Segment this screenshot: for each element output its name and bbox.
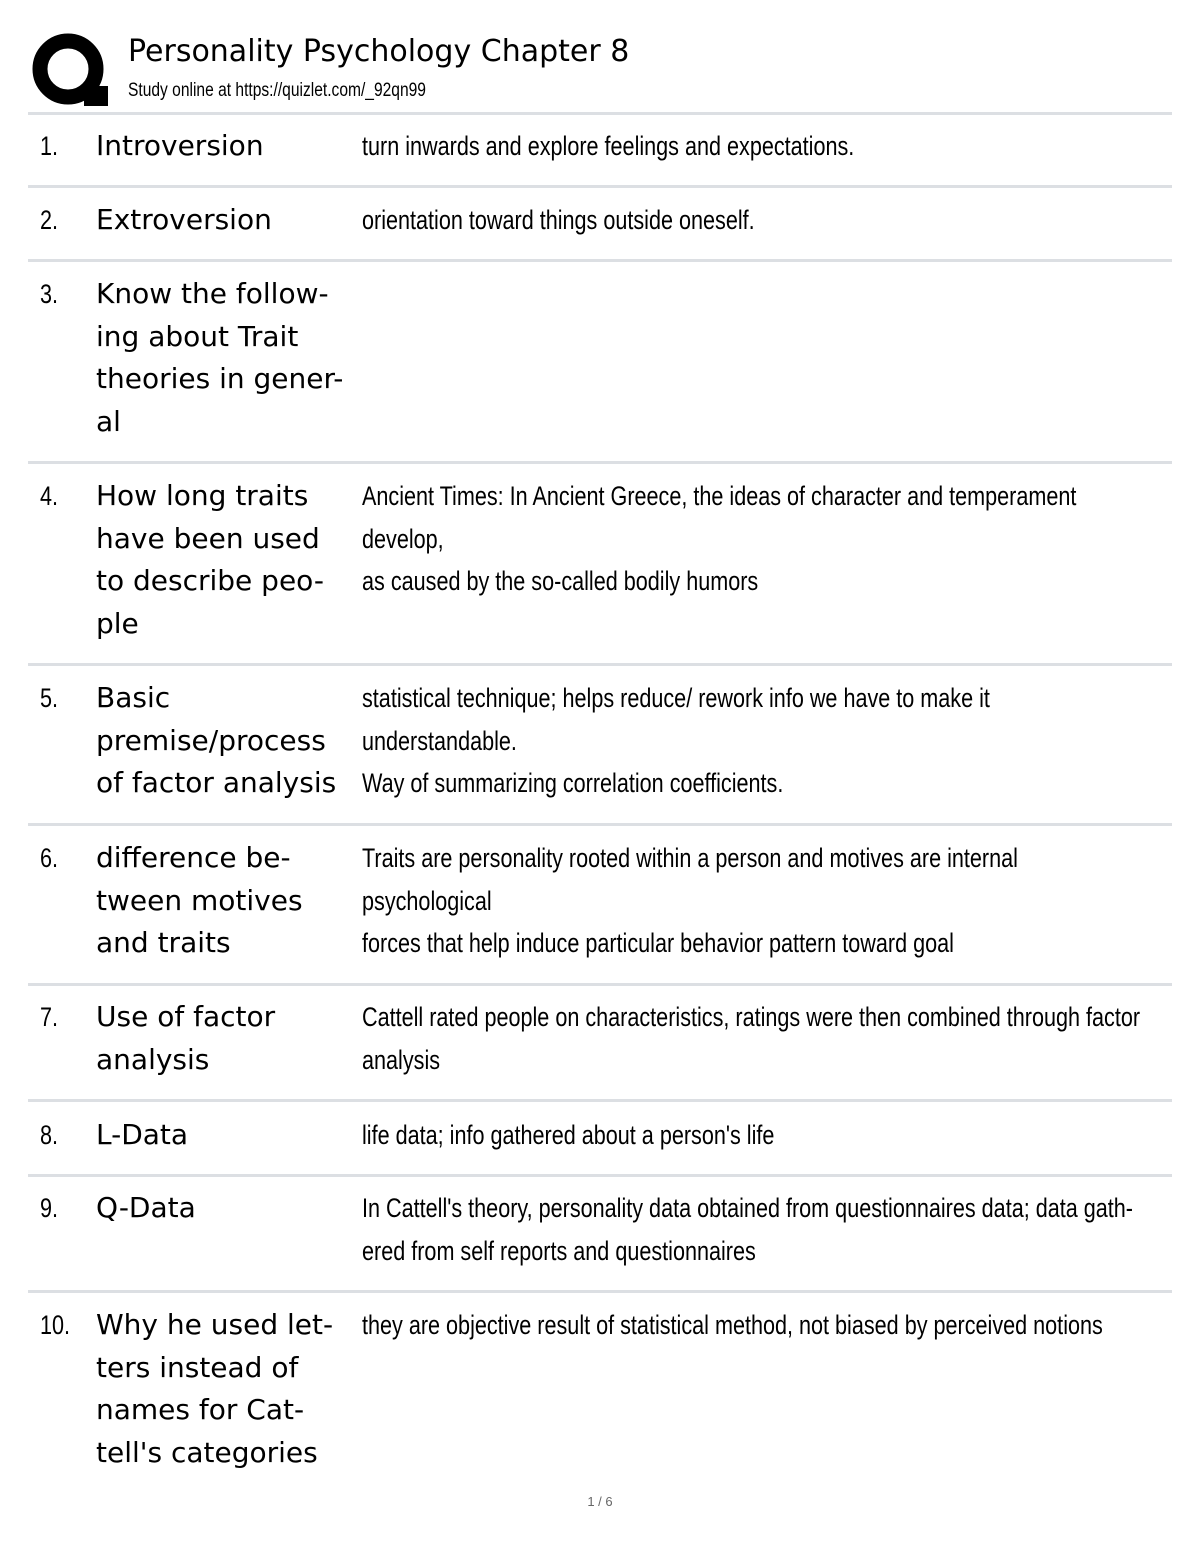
card-definition: Traits are personality rooted within a person and motives are internal psychological forces that help induce particular behavior pattern toward goal: [362, 843, 1018, 958]
divider: [28, 1099, 1172, 1102]
card-term: L-Data: [96, 1118, 189, 1151]
card-term: Introversion: [96, 129, 264, 162]
card-number: 1.: [40, 131, 59, 161]
card-number: 10.: [40, 1310, 71, 1340]
card-definition: Ancient Times: In Ancient Greece, the ideas of character and temperament develop, as caused by the so-called bodily humors: [362, 481, 1077, 596]
divider: [28, 112, 1172, 115]
card-number: 3.: [40, 279, 59, 309]
card-definition: they are objective result of statistical method, not biased by perceived notions: [362, 1310, 1103, 1340]
card-definition: orientation toward things outside oneself.: [362, 205, 755, 235]
card-term: Basic premise/process of factor analysis: [96, 681, 337, 799]
card-number: 4.: [40, 481, 59, 511]
card-term: difference be- tween motives and traits: [96, 841, 303, 959]
card-number: 2.: [40, 205, 59, 235]
card-definition: life data; info gathered about a person's life: [362, 1120, 775, 1150]
divider: [28, 823, 1172, 826]
document-title: Personality Psychology Chapter 8: [128, 34, 630, 69]
document-header: [28, 28, 1172, 112]
card-number: 5.: [40, 683, 59, 713]
card-number: 9.: [40, 1193, 59, 1223]
divider: [28, 1174, 1172, 1177]
card-number: 6.: [40, 843, 59, 873]
divider: [28, 259, 1172, 262]
divider: [28, 461, 1172, 464]
quizlet-q-logo-icon: [32, 32, 108, 108]
card-term: How long traits have been used to describe peo- ple: [96, 479, 324, 640]
card-term: Extroversion: [96, 203, 272, 236]
divider: [28, 663, 1172, 666]
card-term: Know the follow- ing about Trait theories in gener- al: [96, 277, 344, 438]
card-definition: statistical technique; helps reduce/ rework info we have to make it understandable. Way of summarizing correlation coefficients.: [362, 683, 990, 798]
card-term: Why he used let- ters instead of names for Cat- tell's categories: [96, 1308, 334, 1469]
card-definition: turn inwards and explore feelings and expectations.: [362, 131, 855, 161]
card-term: Use of factor analysis: [96, 1000, 276, 1076]
card-term: Q-Data: [96, 1191, 196, 1224]
divider: [28, 185, 1172, 188]
card-number: 8.: [40, 1120, 59, 1150]
divider: [28, 983, 1172, 986]
card-definition: In Cattell's theory, personality data obtained from questionnaires data; data gath- ered from self reports and questionnaires: [362, 1193, 1133, 1266]
divider: [28, 1290, 1172, 1293]
page-number: 1 / 6: [587, 1494, 613, 1509]
card-definition: Cattell rated people on characteristics, ratings were then combined through factor analysis: [362, 1002, 1141, 1075]
study-online-link-text: Study online at https://quizlet.com/_92qn99: [128, 80, 426, 101]
card-number: 7.: [40, 1002, 59, 1032]
